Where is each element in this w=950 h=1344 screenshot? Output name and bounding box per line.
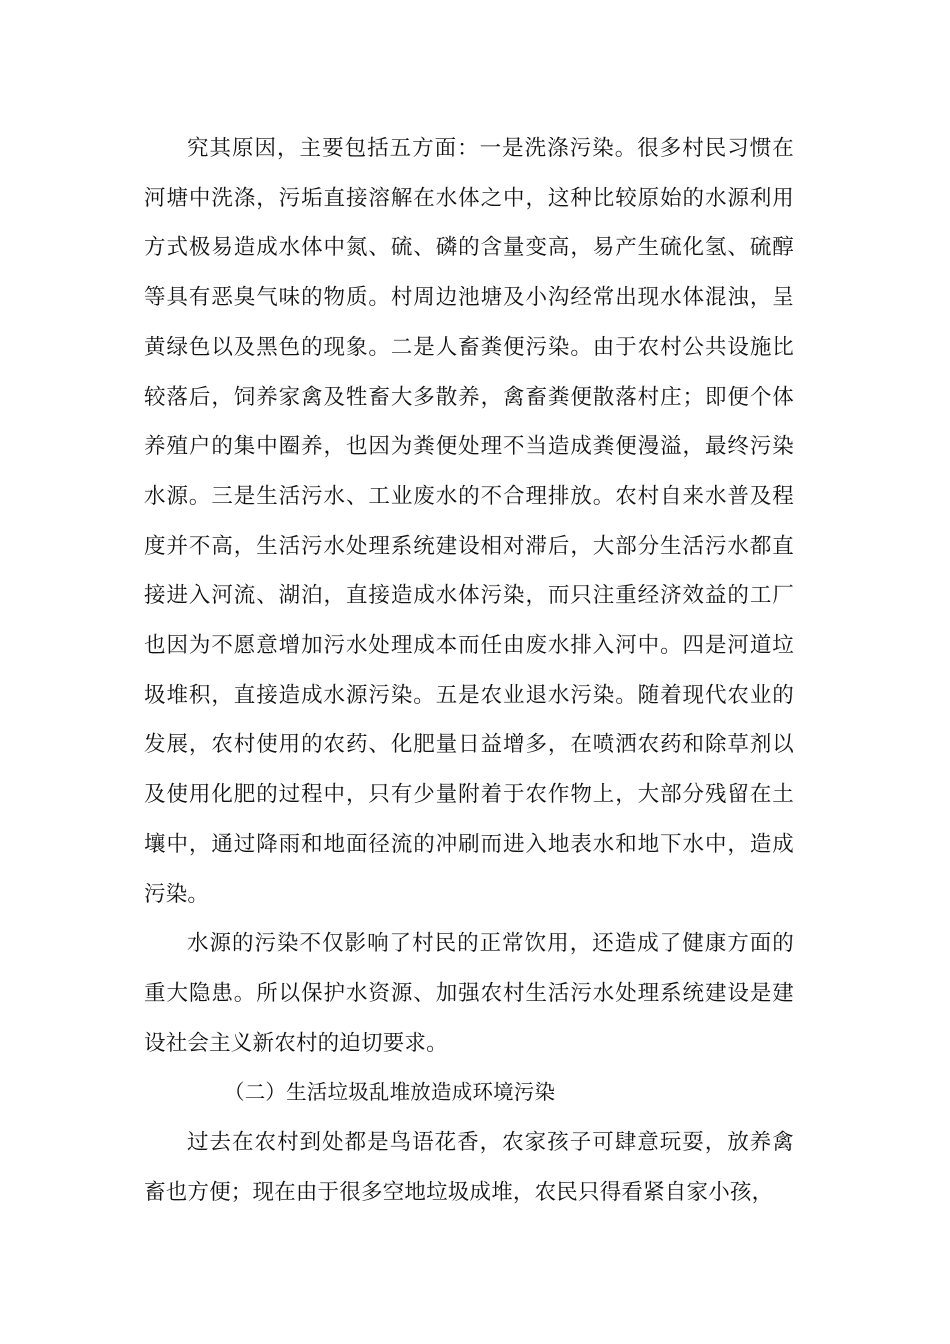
paragraph-garbage: 过去在农村到处都是鸟语花香，农家孩子可肆意玩耍，放养禽畜也方便；现在由于很多空地垃圾成堆，农民只得看紧自家小孩，	[144, 1130, 794, 1205]
paragraph-health-impact: 水源的污染不仅影响了村民的正常饮用，还造成了健康方面的重大隐患。所以保护水资源、加强农村生活污水处理系统建设是建设社会主义新农村的迫切要求。	[144, 931, 794, 1056]
paragraph-causes: 究其原因，主要包括五方面：一是洗涤污染。很多村民习惯在河塘中洗涤，污垢直接溶解在水体之中，这种比较原始的水源利用方式极易造成水体中氮、硫、磷的含量变高，易产生硫化氢、硫醇等具有恶臭气味的物质。村周边池塘及小沟经常出现水体混浊，呈黄绿色以及黑色的现象。二是人畜粪便污染。由于农村公共设施比较落后，饲养家禽及牲畜大多散养，禽畜粪便散落村庄；即便个体养殖户的集中圈养，也因为粪便处理不当造成粪便漫溢，最终污染水源。三是生活污水、工业废水的不合理排放。农村自来水普及程度并不高，生活污水处理系统建设相对滞后，大部分生活污水都直接进入河流、湖泊，直接造成水体污染，而只注重经济效益的工厂也因为不愿意增加污水处理成本而任由废水排入河中。四是河道垃圾堆积，直接造成水源污染。五是农业退水污染。随着现代农业的发展，农村使用的农药、化肥量日益增多，在喷洒农药和除草剂以及使用化肥的过程中，只有少量附着于农作物上，大部分残留在土壤中，通过降雨和地面径流的冲刷而进入地表水和地下水中，造成污染。	[144, 136, 794, 907]
section-heading: （二）生活垃圾乱堆放造成环境污染	[224, 1080, 556, 1105]
document-body	[144, 124, 794, 1217]
